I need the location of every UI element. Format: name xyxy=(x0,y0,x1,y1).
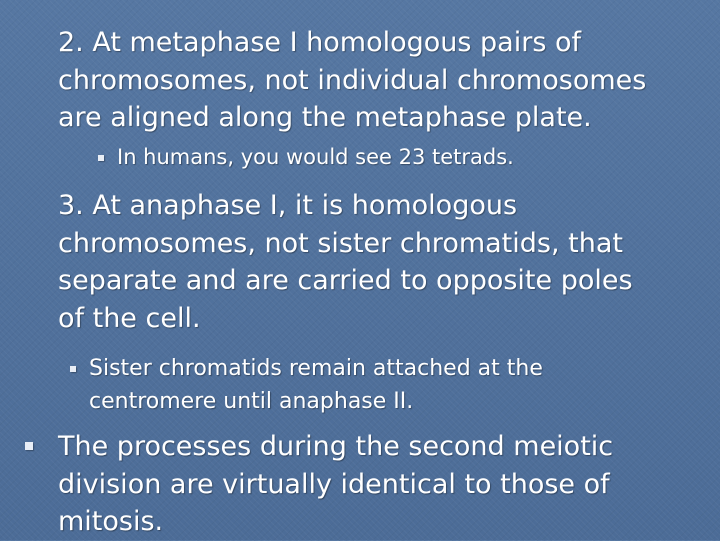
paragraph-line: The processes during the second meiotic xyxy=(58,431,614,462)
paragraph-line: centromere until anaphase II. xyxy=(89,389,414,414)
square-bullet-icon xyxy=(98,155,104,161)
paragraph-line: division are virtually identical to those of xyxy=(58,468,610,500)
paragraph-line: 3. At anaphase I, it is homologous xyxy=(58,190,518,221)
subpoint-sister-chromatids xyxy=(89,352,649,418)
square-bullet-icon xyxy=(70,366,76,372)
square-bullet-icon xyxy=(25,442,33,450)
paragraph-line: chromosomes, not individual chromosomes xyxy=(58,64,647,96)
paragraph-line: Sister chromatids remain attached at the xyxy=(89,356,543,381)
paragraph-anaphase xyxy=(58,187,698,337)
paragraph-line: of the cell. xyxy=(58,302,201,334)
paragraph-line: chromosomes, not sister chromatids, that xyxy=(58,227,623,259)
paragraph-line: 2. At metaphase I homologous pairs of xyxy=(58,27,582,58)
paragraph-line: In humans, you would see 23 tetrads. xyxy=(117,145,514,169)
paragraph-line: separate and are carried to opposite poles xyxy=(58,265,633,296)
paragraph-metaphase xyxy=(58,24,698,137)
subpoint-tetrads xyxy=(117,141,677,174)
paragraph-second-division xyxy=(58,428,698,541)
paragraph-line: mitosis. xyxy=(58,506,164,537)
paragraph-line: are aligned along the metaphase plate. xyxy=(58,102,592,133)
